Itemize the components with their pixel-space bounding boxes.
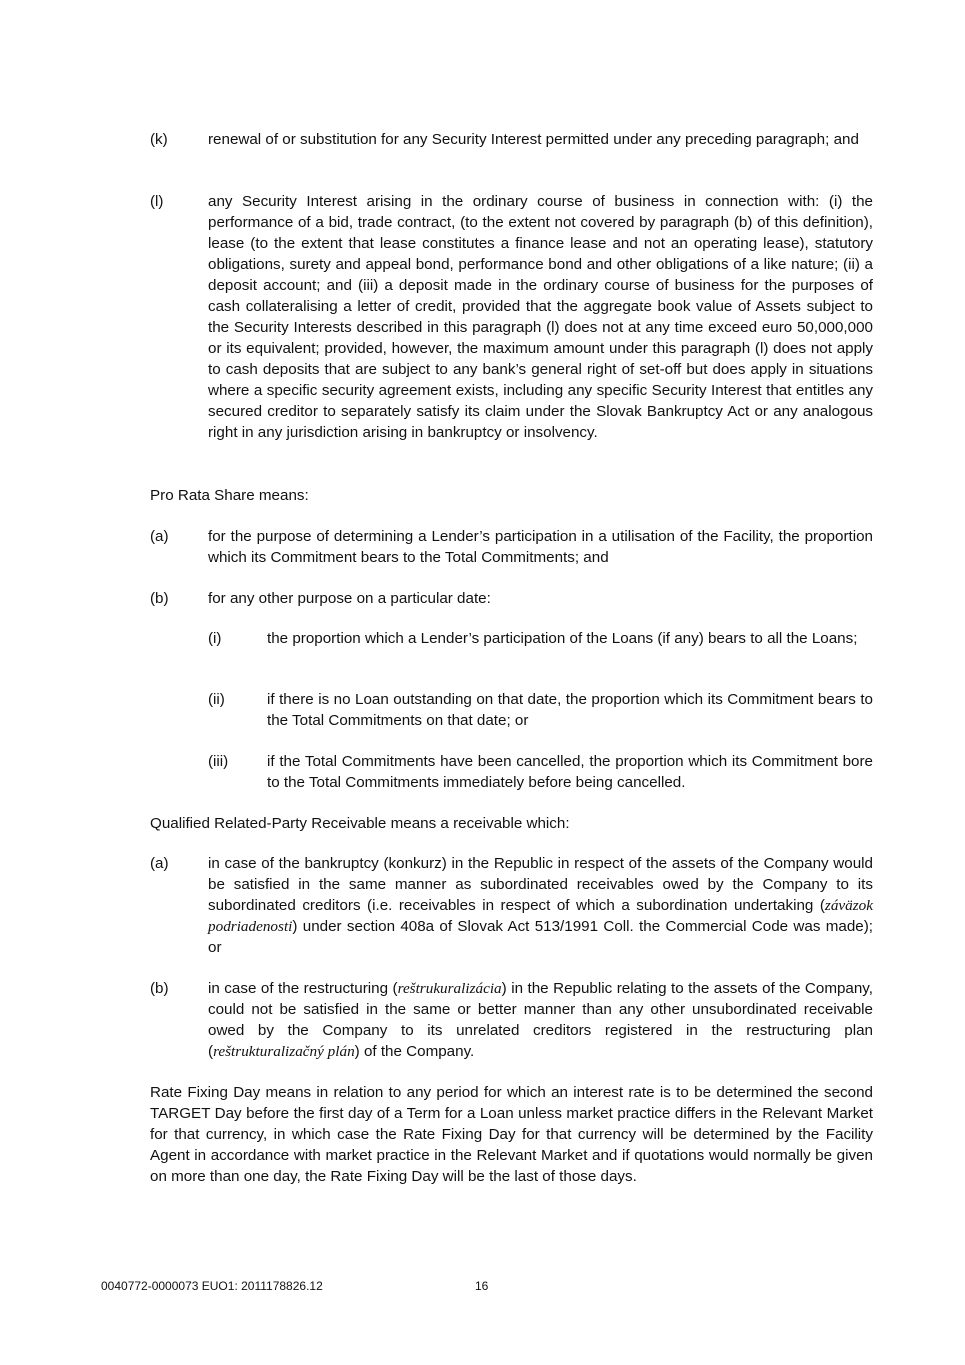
pro-rata-item-b [150,588,873,609]
pro-rata-subitem-ii [208,689,873,731]
defined-term: Qualified Related-Party Receivable [150,815,387,832]
italic-term: reštrukturalizačný plán [213,1043,355,1060]
footer-page-number: 16 [475,1279,489,1293]
subitem-label: (ii) [208,691,225,708]
pro-rata-subitem-i [208,628,873,649]
qualified-item-a [150,853,873,958]
subitem-label: (i) [208,630,222,647]
item-label: (l) [150,193,164,210]
item-text: any Security Interest arising in the ordinary course of business in connection with: (i) the performance of a bid, trade contract, (to the extent not covered by paragraph (b) of this definition), lease (to the extent that lease constitutes a finance lease and not an operating lease), statutory obligations, surety and appeal bond, performance bond and other obligations of a like nature; (ii) a deposit account; and (iii) a deposit made in the ordinary course of business for the purposes of cash collateralising a letter of credit, provided that the aggregate book value of Assets subject to the Security Interests described in this paragraph (l) does not at any time exceed euro 50,000,000 or its equivalent; provided, however, the maximum amount under this paragraph (l) does not apply to cash deposits that are subject to any bank’s general right of set-off but does apply in situations where a specific security agreement exists, including any specific Security Interest that entitles any secured creditor to separately satisfy its claim under the Slovak Bankruptcy Act or any analogous right in any jurisdiction arising in bankruptcy or insolvency. [208,193,873,441]
text-run: ) in the Republic relating to the assets of the Company, could not be satisfied in the same or better manner than any other unsubordinated receivable owed by the Company to its unrelated creditors registered in the restructuring plan ( [208,980,873,1060]
text-run: in case of the restructuring ( [208,980,398,997]
item-label: (a) [150,528,169,545]
item-label: (k) [150,131,168,148]
qualified-item-b [150,978,873,1062]
pro-rata-subitem-iii [208,751,873,793]
item-text: for the purpose of determining a Lender’s participation in a utilisation of the Facility, the proportion which its Commitment bears to the Total Commitments; and [208,528,873,566]
definition-text: means in relation to any period for which an interest rate is to be determined the second TARGET Day before the first day of a Term for a Loan unless market practice differs in the Relevant Market for that currency, in which case the Rate Fixing Day for that currency will be determined by the Facility Agent in accordance with market practice in the Relevant Market and if quotations would normally be given on more than one day, the Rate Fixing Day will be the last of those days. [150,1084,873,1185]
qualified-receivable-definition [150,813,873,834]
item-label: (b) [150,980,169,997]
text-run: ) of the Company. [354,1043,475,1060]
definition-intro: means a receivable which: [386,815,570,832]
item-text: for any other purpose on a particular date: [208,590,491,607]
item-text [208,853,873,958]
item-label: (b) [150,590,169,607]
subitem-label: (iii) [208,753,229,770]
item-label: (a) [150,855,169,872]
pro-rata-definition [150,485,873,506]
subitem-text: if the Total Commitments have been cancelled, the proportion which its Commitment bore to the Total Commitments immediately before being cancelled. [267,753,873,791]
rate-fixing-day-definition [150,1082,873,1187]
pro-rata-item-a [150,526,873,568]
defined-term: Rate Fixing Day [150,1084,261,1101]
definition-intro: means: [254,487,309,504]
item-text: renewal of or substitution for any Security Interest permitted under any preceding paragraph; and [208,131,859,148]
text-run: in case of the bankruptcy (konkurz) in the Republic in respect of the assets of the Company would be satisfied in the same manner as subordinated receivables owed by the Company to its subordinated creditors (i.e. receivables in respect of which a subordination undertaking ( [208,855,873,914]
item-text [208,978,873,1062]
list-item-k [150,129,873,150]
defined-term: Pro Rata Share [150,487,255,504]
list-item-l [150,191,873,443]
footer-doc-reference: 0040772-0000073 EUO1: 2011178826.12 [101,1279,323,1293]
italic-term: reštrukuralizácia [397,980,502,997]
subitem-text: if there is no Loan outstanding on that date, the proportion which its Commitment bears to the Total Commitments on that date; or [267,691,873,729]
text-run: ) under section 408a of Slovak Act 513/1991 Coll. the Commercial Code was made); or [208,918,873,956]
subitem-text: the proportion which a Lender’s participation of the Loans (if any) bears to all the Loans; [267,630,858,647]
italic-term: záväzok podriadenosti [208,897,873,935]
